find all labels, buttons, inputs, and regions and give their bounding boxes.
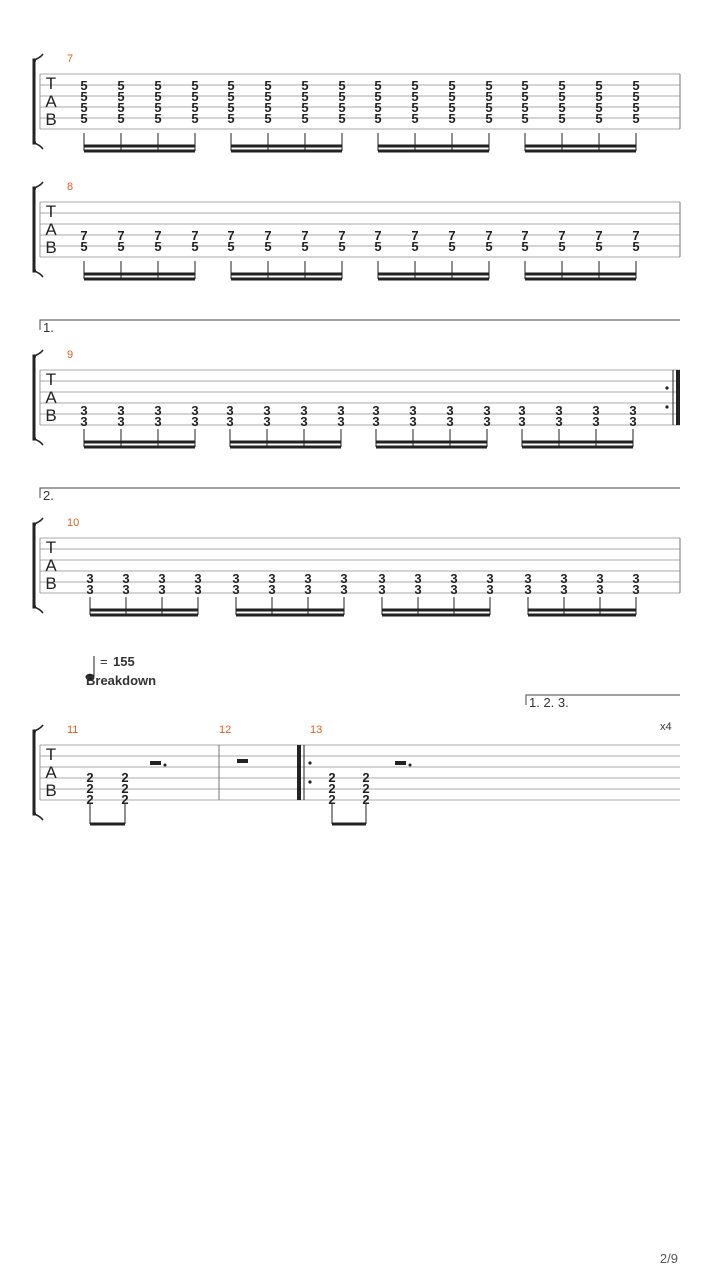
fret-number: 7 [338, 228, 346, 243]
fret-number: 3 [486, 582, 494, 597]
fret-number: 5 [154, 111, 162, 126]
fret-number: 5 [117, 89, 125, 104]
measure-number: 10 [67, 517, 80, 529]
tempo-prefix: = [100, 654, 108, 669]
bracket-hook-bottom [34, 271, 43, 277]
fret-number: 3 [450, 582, 458, 597]
fret-number: 5 [191, 78, 199, 93]
tab-clef-a: A [45, 388, 57, 407]
bracket-hook-bottom [34, 439, 43, 445]
bracket-hook-top [34, 518, 43, 524]
fret-number: 3 [524, 571, 532, 586]
fret-number: 5 [227, 111, 235, 126]
fret-number: 3 [117, 414, 125, 429]
fret-number: 5 [264, 239, 272, 254]
fret-number: 5 [448, 111, 456, 126]
tab-clef-t: T [45, 74, 57, 93]
fret-number: 5 [448, 239, 456, 254]
fret-number: 5 [374, 89, 382, 104]
fret-number: 7 [264, 228, 272, 243]
fret-number: 3 [629, 414, 637, 429]
fret-number: 5 [117, 111, 125, 126]
tab-clef-t: T [45, 370, 57, 389]
fret-number: 5 [448, 78, 456, 93]
fret-number: 5 [485, 100, 493, 115]
volta-label: 1. 2. 3. [529, 695, 569, 710]
fret-number: 5 [154, 239, 162, 254]
fret-number: 7 [485, 228, 493, 243]
fret-number: 3 [592, 403, 600, 418]
fret-number: 3 [194, 571, 202, 586]
tab-clef-t: T [45, 745, 57, 764]
fret-number: 3 [158, 582, 166, 597]
fret-number: 5 [374, 100, 382, 115]
fret-number: 5 [595, 111, 603, 126]
fret-number: 5 [374, 239, 382, 254]
repeat-dot [665, 386, 668, 389]
tab-clef-a: A [45, 763, 57, 782]
bracket-hook-top [34, 725, 43, 731]
tab-staff [34, 350, 680, 445]
tab-staff [34, 182, 680, 277]
fret-number: 5 [264, 111, 272, 126]
fret-number: 7 [632, 228, 640, 243]
fret-number: 7 [80, 228, 88, 243]
fret-number: 5 [595, 78, 603, 93]
fret-number: 5 [191, 111, 199, 126]
fret-number: 3 [409, 403, 417, 418]
whole-rest [237, 759, 248, 763]
fret-number: 5 [338, 100, 346, 115]
volta-label: 1. [43, 320, 54, 335]
measure-number: 11 [67, 724, 79, 736]
fret-number: 5 [485, 78, 493, 93]
fret-number: 2 [121, 781, 129, 796]
fret-number: 7 [595, 228, 603, 243]
measure-number: 9 [67, 349, 74, 361]
fret-number: 3 [86, 582, 94, 597]
bracket-hook-bottom [34, 814, 43, 820]
fret-number: 7 [154, 228, 162, 243]
fret-number: 3 [154, 414, 162, 429]
fret-number: 5 [595, 89, 603, 104]
fret-number: 2 [328, 781, 336, 796]
fret-number: 3 [372, 403, 380, 418]
tab-clef-a: A [45, 556, 57, 575]
fret-number: 5 [80, 239, 88, 254]
fret-number: 3 [304, 582, 312, 597]
fret-number: 3 [158, 571, 166, 586]
fret-number: 5 [338, 89, 346, 104]
system-bracket [34, 524, 36, 607]
fret-number: 5 [521, 239, 529, 254]
fret-number: 2 [362, 770, 370, 785]
fret-number: 5 [411, 78, 419, 93]
fret-number: 3 [340, 571, 348, 586]
fret-number: 5 [558, 239, 566, 254]
repeat-dot [308, 761, 311, 764]
fret-number: 5 [632, 78, 640, 93]
fret-number: 7 [374, 228, 382, 243]
fret-number: 2 [328, 792, 336, 807]
tab-staff [34, 725, 680, 820]
fret-number: 5 [191, 89, 199, 104]
fret-number: 5 [301, 100, 309, 115]
fret-number: 3 [263, 403, 271, 418]
fret-number: 7 [301, 228, 309, 243]
fret-number: 2 [86, 781, 94, 796]
fret-number: 3 [80, 414, 88, 429]
fret-number: 5 [301, 111, 309, 126]
fret-number: 3 [372, 414, 380, 429]
system-bracket [34, 188, 36, 271]
tab-clef-a: A [45, 92, 57, 111]
fret-number: 5 [374, 78, 382, 93]
fret-number: 3 [263, 414, 271, 429]
volta-bracket [40, 320, 680, 330]
fret-number: 5 [595, 239, 603, 254]
fret-number: 5 [632, 89, 640, 104]
fret-number: 5 [632, 239, 640, 254]
fret-number: 3 [226, 414, 234, 429]
fret-number: 5 [227, 100, 235, 115]
rest-dot [409, 764, 412, 767]
fret-number: 3 [486, 571, 494, 586]
fret-number: 3 [446, 403, 454, 418]
fret-number: 5 [485, 111, 493, 126]
repeat-count: x4 [660, 721, 672, 733]
fret-number: 5 [338, 78, 346, 93]
fret-number: 5 [411, 111, 419, 126]
fret-number: 5 [595, 100, 603, 115]
system-bracket [34, 731, 36, 814]
fret-number: 3 [518, 414, 526, 429]
fret-number: 3 [154, 403, 162, 418]
tab-clef-b: B [45, 574, 57, 593]
fret-number: 5 [117, 100, 125, 115]
tab-clef-a: A [45, 220, 57, 239]
rest-dot [164, 764, 167, 767]
fret-number: 5 [521, 100, 529, 115]
tab-clef-t: T [45, 538, 57, 557]
repeat-dot [665, 405, 668, 408]
fret-number: 2 [362, 781, 370, 796]
fret-number: 3 [560, 582, 568, 597]
system-bracket [34, 356, 36, 439]
half-rest [395, 761, 406, 765]
fret-number: 2 [362, 792, 370, 807]
fret-number: 5 [80, 111, 88, 126]
fret-number: 5 [485, 239, 493, 254]
fret-number: 3 [560, 571, 568, 586]
fret-number: 5 [374, 111, 382, 126]
fret-number: 3 [337, 414, 345, 429]
fret-number: 3 [632, 582, 640, 597]
fret-number: 3 [122, 571, 130, 586]
fret-number: 5 [411, 239, 419, 254]
fret-number: 5 [80, 100, 88, 115]
fret-number: 7 [448, 228, 456, 243]
fret-number: 5 [264, 100, 272, 115]
bracket-hook-bottom [34, 143, 43, 149]
fret-number: 5 [338, 239, 346, 254]
fret-number: 3 [555, 403, 563, 418]
tempo-value: 155 [113, 654, 135, 669]
fret-number: 3 [483, 414, 491, 429]
fret-number: 7 [521, 228, 529, 243]
tab-staff [34, 518, 680, 613]
bracket-hook-top [34, 182, 43, 188]
half-rest [150, 761, 161, 765]
tab-clef-t: T [45, 202, 57, 221]
fret-number: 3 [86, 571, 94, 586]
fret-number: 5 [191, 239, 199, 254]
fret-number: 5 [558, 111, 566, 126]
fret-number: 5 [338, 111, 346, 126]
bracket-hook-top [34, 54, 43, 60]
tab-clef-b: B [45, 238, 57, 257]
fret-number: 3 [629, 403, 637, 418]
fret-number: 3 [414, 571, 422, 586]
fret-number: 3 [191, 403, 199, 418]
fret-number: 3 [300, 403, 308, 418]
fret-number: 5 [558, 78, 566, 93]
fret-number: 5 [264, 78, 272, 93]
fret-number: 2 [86, 770, 94, 785]
fret-number: 5 [191, 100, 199, 115]
fret-number: 3 [524, 582, 532, 597]
fret-number: 5 [154, 100, 162, 115]
tab-clef-b: B [45, 406, 57, 425]
fret-number: 3 [117, 403, 125, 418]
fret-number: 7 [411, 228, 419, 243]
measure-number: 13 [310, 724, 323, 736]
measure-number: 12 [219, 724, 232, 736]
fret-number: 7 [117, 228, 125, 243]
fret-number: 5 [558, 89, 566, 104]
measure-number: 8 [67, 181, 74, 193]
fret-number: 3 [226, 403, 234, 418]
fret-number: 5 [301, 89, 309, 104]
fret-number: 5 [80, 78, 88, 93]
fret-number: 5 [632, 111, 640, 126]
fret-number: 5 [227, 239, 235, 254]
fret-number: 3 [555, 414, 563, 429]
fret-number: 3 [592, 414, 600, 429]
fret-number: 2 [328, 770, 336, 785]
fret-number: 3 [337, 403, 345, 418]
fret-number: 3 [268, 571, 276, 586]
fret-number: 5 [301, 239, 309, 254]
fret-number: 3 [632, 571, 640, 586]
fret-number: 3 [409, 414, 417, 429]
fret-number: 5 [558, 100, 566, 115]
fret-number: 3 [80, 403, 88, 418]
fret-number: 7 [227, 228, 235, 243]
fret-number: 3 [378, 582, 386, 597]
fret-number: 3 [483, 403, 491, 418]
fret-number: 5 [227, 89, 235, 104]
fret-number: 3 [300, 414, 308, 429]
fret-number: 3 [450, 571, 458, 586]
fret-number: 5 [117, 239, 125, 254]
volta-label: 2. [43, 488, 54, 503]
section-label: Breakdown [86, 673, 157, 688]
fret-number: 5 [448, 89, 456, 104]
fret-number: 3 [232, 571, 240, 586]
repeat-dot [308, 780, 311, 783]
fret-number: 5 [485, 89, 493, 104]
fret-number: 5 [632, 100, 640, 115]
fret-number: 3 [194, 582, 202, 597]
fret-number: 3 [596, 571, 604, 586]
fret-number: 5 [154, 78, 162, 93]
fret-number: 2 [86, 792, 94, 807]
fret-number: 5 [264, 89, 272, 104]
fret-number: 3 [378, 571, 386, 586]
tab-clef-b: B [45, 781, 57, 800]
system-bracket [34, 60, 36, 143]
volta-bracket [40, 488, 680, 498]
fret-number: 3 [446, 414, 454, 429]
fret-number: 5 [117, 78, 125, 93]
bracket-hook-top [34, 350, 43, 356]
fret-number: 3 [191, 414, 199, 429]
fret-number: 5 [448, 100, 456, 115]
measure-number: 7 [67, 53, 74, 65]
fret-number: 5 [521, 89, 529, 104]
fret-number: 5 [411, 89, 419, 104]
fret-number: 3 [268, 582, 276, 597]
fret-number: 5 [227, 78, 235, 93]
fret-number: 3 [518, 403, 526, 418]
fret-number: 3 [414, 582, 422, 597]
fret-number: 2 [121, 792, 129, 807]
bracket-hook-bottom [34, 607, 43, 613]
fret-number: 5 [521, 78, 529, 93]
fret-number: 3 [232, 582, 240, 597]
fret-number: 5 [521, 111, 529, 126]
fret-number: 7 [558, 228, 566, 243]
fret-number: 5 [154, 89, 162, 104]
fret-number: 3 [304, 571, 312, 586]
fret-number: 2 [121, 770, 129, 785]
fret-number: 5 [301, 78, 309, 93]
fret-number: 7 [191, 228, 199, 243]
tab-staff [34, 54, 680, 149]
fret-number: 3 [340, 582, 348, 597]
page-number: 2/9 [659, 1251, 678, 1266]
fret-number: 5 [80, 89, 88, 104]
fret-number: 5 [411, 100, 419, 115]
tab-clef-b: B [45, 110, 57, 129]
fret-number: 3 [596, 582, 604, 597]
fret-number: 3 [122, 582, 130, 597]
